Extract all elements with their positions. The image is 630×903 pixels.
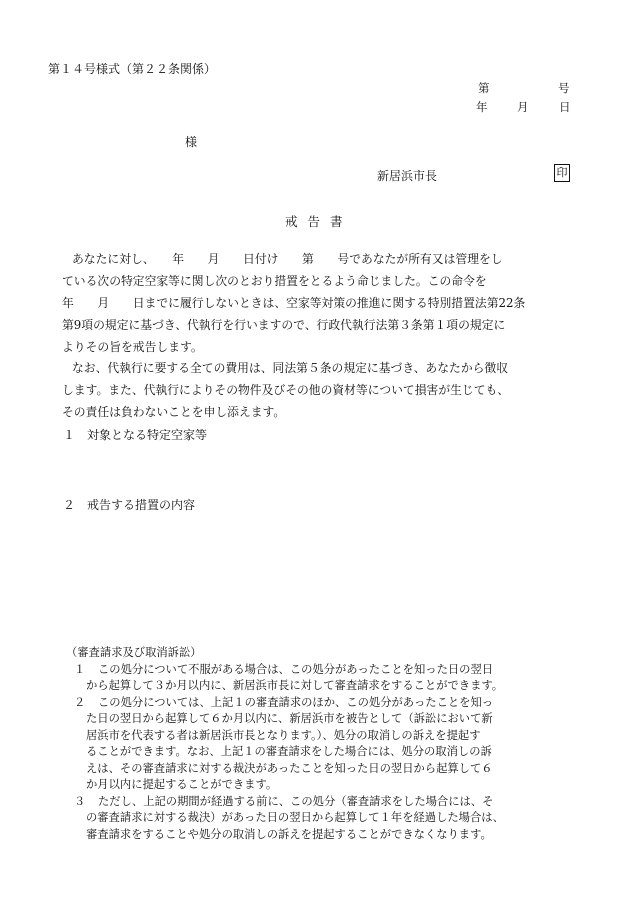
sender-name: 新居浜市長 bbox=[377, 169, 438, 183]
notice-item-number: １ bbox=[74, 662, 86, 676]
section-warned-measures bbox=[63, 496, 195, 513]
document-number-suffix: 号 bbox=[558, 81, 570, 95]
section-target-property bbox=[63, 426, 207, 443]
body-line: ている次の特定空家等に関し次のとおり措置をとるよう命じました。この命令を bbox=[62, 274, 487, 288]
body-line: よりその旨を戒告します。 bbox=[62, 340, 203, 354]
section-label: 戒告する措置の内容 bbox=[87, 498, 196, 512]
notice-line: えは、その審査請求に対する裁決があったことを知った日の翌日から起算して６ bbox=[86, 761, 493, 775]
notice-line bbox=[66, 695, 596, 712]
date-year-label: 年 bbox=[476, 100, 488, 114]
notice-line: た日の翌日から起算して６か月以内に、新居浜市を被告として（訴訟において新 bbox=[86, 712, 493, 725]
notice-line: 居浜市を代表する者は新居浜市長となります。）、処分の取消しの訴えを提起す bbox=[86, 728, 481, 742]
date-month-label: 月 bbox=[517, 100, 529, 114]
notice-item bbox=[66, 794, 596, 844]
body-line: 第9項の規定に基づき、代執行を行いますので、行政代執行法第３条第１項の規定に bbox=[62, 318, 506, 332]
body-line: 年 月 日までに履行しないときは、空家等対策の推進に関する特別措置法第22条 bbox=[62, 296, 526, 310]
notice-text: この処分について不服がある場合は、この処分があったことを知った日の翌日 bbox=[98, 662, 494, 676]
body-line: します。また、代執行によりその物件及びその他の資材等について損害が生じても、 bbox=[62, 383, 510, 397]
form-number: 第１４号様式（第２２条関係） bbox=[48, 62, 217, 76]
notice-line: の審査請求に対する裁決）があった日の翌日から起算して１年を経過した場合は、 bbox=[86, 811, 504, 824]
notice-item-number: ２ bbox=[74, 695, 86, 709]
document-title: 戒告書 bbox=[285, 214, 353, 229]
notice-item-number: ３ bbox=[74, 794, 86, 808]
notice-line: 審査請求をすることや処分の取消しの訴えを提起することができなくなります。 bbox=[86, 827, 492, 841]
section-label: 対象となる特定空家等 bbox=[87, 428, 208, 442]
notice-line bbox=[66, 794, 596, 811]
recipient-honorific: 様 bbox=[185, 135, 198, 149]
seal-mark: 印 bbox=[554, 164, 570, 182]
body-paragraph-2 bbox=[62, 357, 587, 423]
notice-item bbox=[66, 662, 596, 695]
notice-item bbox=[66, 695, 596, 794]
appeal-notice bbox=[66, 645, 596, 843]
notice-line: ることができます。なお、上記１の審査請求をした場合には、処分の取消しの訴 bbox=[86, 745, 492, 758]
notice-text: ただし、上記の期間が経過する前に、この処分（審査請求をした場合には、そ bbox=[98, 794, 494, 808]
section-number: １ bbox=[63, 428, 76, 442]
body-line: あなたに対し、 年 月 日付け 第 号であなたが所有又は管理をし bbox=[72, 252, 503, 266]
notice-heading: （審査請求及び取消訴訟） bbox=[66, 646, 202, 659]
date-day-label: 日 bbox=[559, 100, 571, 114]
body-line: その責任は負わないことを申し添えます。 bbox=[62, 405, 286, 419]
notice-text: この処分については、上記１の審査請求のほか、この処分があったことを知っ bbox=[98, 695, 494, 709]
section-number: ２ bbox=[63, 498, 76, 512]
notice-line: から起算して３か月以内に、新居浜市長に対して審査請求をすることができます。 bbox=[86, 679, 504, 692]
notice-line: か月以内に提起することができます。 bbox=[86, 778, 278, 791]
notice-line bbox=[66, 662, 596, 679]
body-paragraph-1 bbox=[62, 248, 587, 358]
document-date bbox=[476, 99, 571, 115]
body-line: なお、代執行に要する全ての費用は、同法第５条の規定に基づき、あなたから徴収 bbox=[72, 361, 509, 375]
document-number-prefix: 第 bbox=[478, 81, 490, 95]
